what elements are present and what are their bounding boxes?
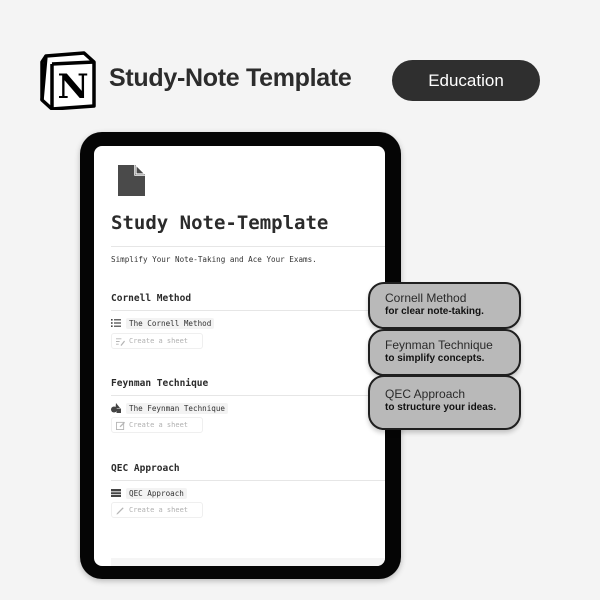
pencil-icon	[116, 506, 125, 515]
list-icon	[111, 318, 121, 328]
callout-description: to structure your ideas.	[385, 402, 497, 413]
section-heading-feynman: Feynman Technique	[111, 378, 209, 389]
link-cornell-method[interactable]	[111, 317, 214, 329]
category-badge: Education	[392, 60, 540, 101]
edit-square-icon	[116, 421, 125, 430]
bottom-bar	[111, 558, 385, 566]
divider	[111, 246, 385, 247]
section-heading-cornell: Cornell Method	[111, 293, 192, 304]
table-icon	[111, 488, 121, 498]
callout-feynman	[368, 329, 521, 376]
link-feynman-technique[interactable]	[111, 402, 228, 414]
page-title: Study Note-Template	[111, 212, 329, 234]
create-sheet-button-cornell[interactable]	[111, 333, 203, 349]
notion-page	[94, 146, 385, 566]
create-sheet-button-qec[interactable]	[111, 502, 203, 518]
callout-label: Cornell Method	[385, 291, 467, 305]
page-subtitle: Simplify Your Note-Taking and Ace Your Exams.	[111, 255, 317, 264]
callout-label: QEC Approach	[385, 387, 466, 401]
link-qec-approach[interactable]	[111, 487, 187, 499]
link-label: The Cornell Method	[126, 318, 214, 329]
button-label: Create a sheet	[129, 421, 189, 429]
logo-letter: N	[57, 67, 89, 107]
tablet-frame	[80, 132, 401, 579]
shapes-icon	[111, 403, 121, 413]
notion-logo-icon	[38, 50, 98, 110]
divider	[111, 395, 385, 396]
callout-cornell	[368, 282, 521, 329]
edit-list-icon	[116, 337, 125, 346]
link-label: QEC Approach	[126, 488, 187, 499]
document-icon	[118, 165, 145, 196]
button-label: Create a sheet	[129, 506, 189, 514]
callout-description: to simplify concepts.	[385, 353, 485, 364]
divider	[111, 480, 385, 481]
app-title: Study-Note Template	[109, 64, 352, 92]
callout-label: Feynman Technique	[385, 338, 493, 352]
link-label: The Feynman Technique	[126, 403, 228, 414]
section-heading-qec: QEC Approach	[111, 463, 180, 474]
create-sheet-button-feynman[interactable]	[111, 417, 203, 433]
divider	[111, 310, 385, 311]
button-label: Create a sheet	[129, 337, 189, 345]
callout-qec	[368, 375, 521, 430]
callout-description: for clear note-taking.	[385, 306, 484, 317]
